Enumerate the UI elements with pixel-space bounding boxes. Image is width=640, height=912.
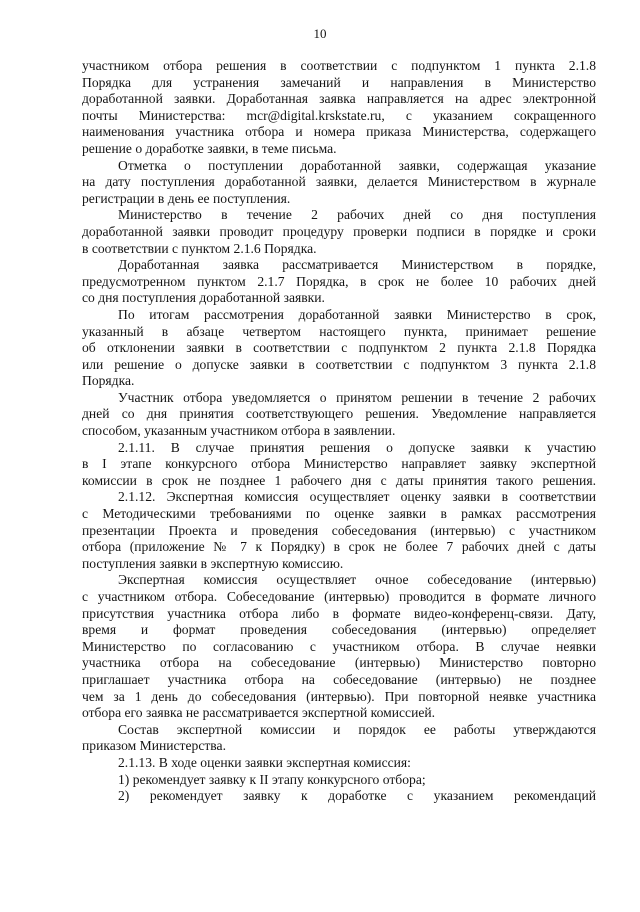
text-line: об отклонении заявки в соответствии с подпунктом 2 пункта 2.1.8 Порядка [82,340,596,356]
text-line: присутствия участника отбора либо в формате видео-конференц-связи. Дату, [82,605,596,621]
text-line: наименования участника отбора и номера приказа Министерства, содержащего [82,124,596,140]
page-number: 10 [313,26,327,41]
text-line: предусмотренном пунктом 2.1.7 Порядка, в срок не более 10 рабочих дней [82,273,596,289]
text-line: Порядка. [82,373,135,389]
text-line: на дату поступления доработанной заявки, делается Министерством в журнале [82,174,596,190]
text-line: время и формат проведения собеседования (интервью) определяет [82,622,596,638]
text-line: 2) рекомендует заявку к доработке с указанием рекомендаций [118,788,596,804]
text-line: 2.1.11. В случае принятия решения о допуске заявки к участию [118,439,596,455]
text-line: Отметка о поступлении доработанной заявки, содержащая указание [118,157,596,173]
text-line: участника отбора на собеседование (интервью) Министерство повторно [82,655,596,671]
text-line: дней со дня принятия соответствующего решения. Уведомление направляется [82,406,596,422]
text-line: или решение о допуске заявки в соответствии с подпунктом 3 пункта 2.1.8 [82,356,596,372]
text-line: указанный в абзаце четвертом настоящего пункта, принимает решение [82,323,596,339]
text-line: приглашает участника отбора на собеседование (интервью) не позднее [82,671,596,687]
text-line: доработанной заявки. Доработанная заявка направляется на адрес электронной [82,91,596,107]
text-line: в соответствии с пунктом 2.1.6 Порядка. [82,240,317,256]
text-line: чем за 1 день до собеседования (интервью). При повторной неявке участника [82,688,596,704]
text-line: комиссии в срок не позднее 1 рабочего дня с даты принятия такого решения. [82,472,596,488]
text-line: решение о доработке заявки, в теме письма. [82,140,337,156]
text-line: способом, указанным участником отбора в заявлении. [82,423,396,439]
text-line: Министерство в течение 2 рабочих дней со дня поступления [118,207,596,223]
text-line: почты Министерства: mcr@digital.krskstate.ru, с указанием сокращенного [82,107,596,123]
text-line: Доработанная заявка рассматривается Министерством в порядке, [118,257,596,273]
text-line: со дня поступления доработанной заявки. [82,290,325,306]
text-line: 2.1.12. Экспертная комиссия осуществляет оценку заявки в соответствии [118,489,596,505]
text-line: Экспертная комиссия осуществляет очное собеседование (интервью) [118,572,596,588]
text-line: регистрации в день ее поступления. [82,190,291,206]
text-line: Состав экспертной комиссии и порядок ее работы утверждаются [118,721,596,737]
text-line: отбора (приложение № 7 к Порядку) в срок не более 7 рабочих дней с даты [82,539,596,555]
text-line: Министерство по согласованию с участником отбора. В случае неявки [82,638,596,654]
text-line: приказом Министерства. [82,738,226,754]
text-line: По итогам рассмотрения доработанной заявки Министерство в срок, [118,306,596,322]
document-body [82,58,596,805]
text-line: с Методическими требованиями по оценке заявки в рамках рассмотрения [82,506,596,522]
text-line: презентации Проекта и проведения собеседования (интервью) с участником [82,522,596,538]
text-line: отбора его заявка не рассматривается экспертной комиссией. [82,705,436,721]
text-line: в I этапе конкурсного отбора Министерство направляет заявку экспертной [82,456,596,472]
text-line: 1) рекомендует заявку к II этапу конкурсного отбора; [118,771,426,787]
text-line: 2.1.13. В ходе оценки заявки экспертная комиссия: [118,754,411,770]
text-line: Участник отбора уведомляется о принятом решении в течение 2 рабочих [118,389,596,405]
text-line: участником отбора решения в соответствии с подпунктом 1 пункта 2.1.8 [82,58,596,73]
text-line: поступления заявки в экспертную комиссию. [82,555,344,571]
text-line: с участником отбора. Собеседование (интервью) проводится в формате личного [82,589,596,604]
text-line: доработанной заявки проводит процедуру проверки подписи в порядке и сроки [82,223,596,239]
text-line: Порядка для устранения замечаний и направления в Министерство [82,74,596,90]
